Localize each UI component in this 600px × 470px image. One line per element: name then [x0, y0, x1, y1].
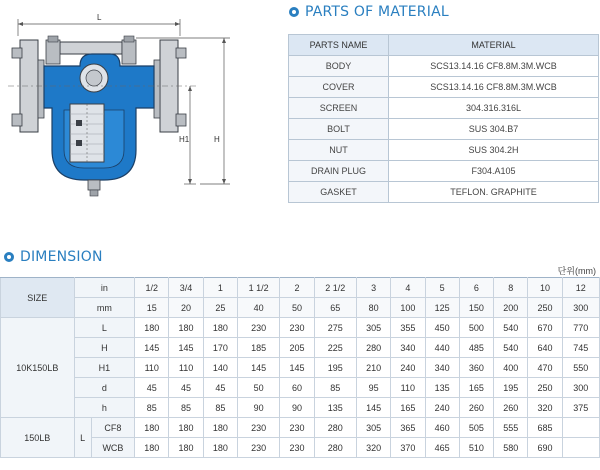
drain-plug: [88, 180, 100, 196]
size-mm-cell: 300: [562, 298, 599, 318]
group-150-dim-label: L: [74, 418, 91, 458]
dimension-row: [1, 298, 600, 318]
dim-value-cell: 260: [459, 398, 493, 418]
dimension-row: [1, 418, 600, 438]
material-row-label: CF8: [91, 418, 134, 438]
part-name-cell: BODY: [289, 56, 389, 77]
size-in-cell: 1: [203, 278, 237, 298]
dim-value-cell: 45: [169, 378, 203, 398]
dimension-row: [1, 338, 600, 358]
dim-value-cell: [562, 438, 599, 458]
dim-value-cell: 170: [203, 338, 237, 358]
dim-value-cell: 165: [459, 378, 493, 398]
dim-value-cell: 180: [203, 418, 237, 438]
dim-value-cell: 45: [203, 378, 237, 398]
size-label: SIZE: [1, 278, 75, 318]
dimension-heading: [4, 249, 103, 265]
dim-value-cell: 300: [562, 378, 599, 398]
dim-value-cell: 320: [528, 398, 562, 418]
part-material-cell: SCS13.14.16 CF8.8M.3M.WCB: [389, 56, 599, 77]
dim-value-cell: 580: [494, 438, 528, 458]
dim-value-cell: 90: [280, 398, 314, 418]
dim-value-cell: 230: [237, 418, 279, 438]
dimension-row: [1, 278, 600, 298]
size-in-cell: 1 1/2: [237, 278, 279, 298]
dim-value-cell: 135: [314, 398, 356, 418]
dim-value-cell: 450: [425, 318, 459, 338]
dim-value-cell: 540: [494, 338, 528, 358]
dim-value-cell: 230: [237, 318, 279, 338]
part-name-cell: DRAIN PLUG: [289, 161, 389, 182]
dim-value-cell: 280: [356, 338, 390, 358]
dim-value-cell: 355: [391, 318, 425, 338]
dimension-line-h: [136, 38, 230, 184]
dim-value-cell: 85: [169, 398, 203, 418]
dim-value-cell: 305: [356, 318, 390, 338]
parts-row: [289, 140, 599, 161]
dim-row-label: h: [74, 398, 135, 418]
dimension-row: [1, 318, 600, 338]
dim-value-cell: 180: [169, 418, 203, 438]
dim-value-cell: 185: [237, 338, 279, 358]
screen-cylinder: [70, 104, 104, 162]
dim-row-label: L: [74, 318, 135, 338]
mm-label: mm: [74, 298, 135, 318]
dim-value-cell: 500: [459, 318, 493, 338]
dim-value-cell: 165: [391, 398, 425, 418]
dim-value-cell: 370: [391, 438, 425, 458]
dimension-row: [1, 438, 600, 458]
size-mm-cell: 125: [425, 298, 459, 318]
valve-ball: [80, 64, 108, 92]
dim-value-cell: 375: [562, 398, 599, 418]
dim-value-cell: 690: [528, 438, 562, 458]
size-mm-cell: 250: [528, 298, 562, 318]
dim-value-cell: 180: [135, 438, 169, 458]
size-mm-cell: 100: [391, 298, 425, 318]
parts-heading-text: PARTS OF MATERIAL: [305, 4, 449, 20]
part-name-cell: BOLT: [289, 119, 389, 140]
dim-value-cell: 440: [425, 338, 459, 358]
size-mm-cell: 65: [314, 298, 356, 318]
part-name-cell: SCREEN: [289, 98, 389, 119]
parts-heading: [289, 4, 449, 20]
dim-value-cell: 230: [280, 318, 314, 338]
size-in-cell: 3: [356, 278, 390, 298]
dim-value-cell: 195: [314, 358, 356, 378]
dim-value-cell: 225: [314, 338, 356, 358]
dim-value-cell: 145: [135, 338, 169, 358]
part-material-cell: F304.A105: [389, 161, 599, 182]
part-material-cell: 304.316.316L: [389, 98, 599, 119]
dim-value-cell: 305: [356, 418, 390, 438]
dim-value-cell: 460: [425, 418, 459, 438]
dim-value-cell: 85: [135, 398, 169, 418]
dim-value-cell: 670: [528, 318, 562, 338]
dim-value-cell: 770: [562, 318, 599, 338]
dim-value-cell: 550: [562, 358, 599, 378]
dim-value-cell: 510: [459, 438, 493, 458]
dim-value-cell: 210: [356, 358, 390, 378]
size-in-cell: 6: [459, 278, 493, 298]
dim-value-cell: 145: [280, 358, 314, 378]
dim-value-cell: 365: [391, 418, 425, 438]
size-mm-cell: 40: [237, 298, 279, 318]
dim-value-cell: 180: [169, 438, 203, 458]
dim-value-cell: 50: [237, 378, 279, 398]
dim-value-cell: 275: [314, 318, 356, 338]
size-in-cell: 12: [562, 278, 599, 298]
size-in-cell: 2: [280, 278, 314, 298]
dim-value-cell: 745: [562, 338, 599, 358]
size-mm-cell: 50: [280, 298, 314, 318]
dimension-row: [1, 378, 600, 398]
part-name-cell: COVER: [289, 77, 389, 98]
unit-note: 단위(mm): [557, 266, 596, 276]
part-material-cell: SUS 304.2H: [389, 140, 599, 161]
dim-value-cell: 340: [425, 358, 459, 378]
dim-value-cell: 140: [203, 358, 237, 378]
dim-value-cell: 145: [237, 358, 279, 378]
size-mm-cell: 150: [459, 298, 493, 318]
group-10k-label: 10K150LB: [1, 318, 75, 418]
dimension-heading-text: DIMENSION: [20, 249, 103, 265]
in-label: in: [74, 278, 135, 298]
size-mm-cell: 200: [494, 298, 528, 318]
dim-row-label: d: [74, 378, 135, 398]
dim-value-cell: 110: [135, 358, 169, 378]
parts-row: [289, 98, 599, 119]
dim-value-cell: 110: [391, 378, 425, 398]
size-mm-cell: 20: [169, 298, 203, 318]
material-row-label: WCB: [91, 438, 134, 458]
circle-bullet-icon: [289, 7, 299, 17]
part-name-cell: NUT: [289, 140, 389, 161]
dim-value-cell: 230: [280, 438, 314, 458]
parts-row: [289, 182, 599, 203]
size-mm-cell: 80: [356, 298, 390, 318]
parts-row: [289, 56, 599, 77]
dimension-row: [1, 358, 600, 378]
dim-label-l: L: [97, 13, 102, 22]
size-in-cell: 3/4: [169, 278, 203, 298]
col-material: MATERIAL: [389, 35, 599, 56]
dim-value-cell: 230: [280, 418, 314, 438]
dim-value-cell: 280: [314, 438, 356, 458]
dim-value-cell: 145: [169, 338, 203, 358]
dim-label-h1: H1: [179, 135, 190, 144]
dim-value-cell: 540: [494, 318, 528, 338]
dim-value-cell: 240: [391, 358, 425, 378]
dim-value-cell: 555: [494, 418, 528, 438]
dimension-table: [0, 277, 600, 458]
size-in-cell: 4: [391, 278, 425, 298]
col-parts-name: PARTS NAME: [289, 35, 389, 56]
dim-value-cell: 230: [237, 438, 279, 458]
parts-row: [289, 161, 599, 182]
dim-value-cell: 85: [314, 378, 356, 398]
dimension-row: [1, 398, 600, 418]
dim-value-cell: 135: [425, 378, 459, 398]
parts-row: [289, 77, 599, 98]
part-material-cell: SUS 304.B7: [389, 119, 599, 140]
dim-value-cell: 90: [237, 398, 279, 418]
dim-value-cell: 60: [280, 378, 314, 398]
parts-table: [288, 34, 599, 203]
dim-value-cell: 195: [494, 378, 528, 398]
circle-bullet-icon: [4, 252, 14, 262]
part-material-cell: SCS13.14.16 CF8.8M.3M.WCB: [389, 77, 599, 98]
dim-value-cell: 360: [459, 358, 493, 378]
dim-value-cell: [562, 418, 599, 438]
dim-value-cell: 400: [494, 358, 528, 378]
dim-value-cell: 180: [135, 418, 169, 438]
dim-value-cell: 240: [425, 398, 459, 418]
dim-value-cell: 145: [356, 398, 390, 418]
size-in-cell: 10: [528, 278, 562, 298]
dim-value-cell: 110: [169, 358, 203, 378]
size-in-cell: 5: [425, 278, 459, 298]
size-mm-cell: 25: [203, 298, 237, 318]
dim-value-cell: 340: [391, 338, 425, 358]
group-150-label: 150LB: [1, 418, 75, 458]
dim-value-cell: 640: [528, 338, 562, 358]
dim-value-cell: 180: [203, 318, 237, 338]
dim-label-h: H: [214, 135, 220, 144]
dim-value-cell: 45: [135, 378, 169, 398]
dim-value-cell: 280: [314, 418, 356, 438]
dim-value-cell: 180: [203, 438, 237, 458]
size-mm-cell: 15: [135, 298, 169, 318]
size-in-cell: 1/2: [135, 278, 169, 298]
size-in-cell: 2 1/2: [314, 278, 356, 298]
dim-value-cell: 250: [528, 378, 562, 398]
dim-value-cell: 180: [169, 318, 203, 338]
parts-header-row: [289, 35, 599, 56]
dim-value-cell: 260: [494, 398, 528, 418]
part-name-cell: GASKET: [289, 182, 389, 203]
dim-value-cell: 85: [203, 398, 237, 418]
dim-value-cell: 470: [528, 358, 562, 378]
dim-value-cell: 505: [459, 418, 493, 438]
dim-row-label: H1: [74, 358, 135, 378]
dim-value-cell: 320: [356, 438, 390, 458]
dim-row-label: H: [74, 338, 135, 358]
dim-value-cell: 180: [135, 318, 169, 338]
part-material-cell: TEFLON. GRAPHITE: [389, 182, 599, 203]
dim-value-cell: 685: [528, 418, 562, 438]
size-in-cell: 8: [494, 278, 528, 298]
strainer-drawing: [0, 0, 280, 210]
dim-value-cell: 95: [356, 378, 390, 398]
dim-value-cell: 205: [280, 338, 314, 358]
dim-value-cell: 485: [459, 338, 493, 358]
parts-row: [289, 119, 599, 140]
dim-value-cell: 465: [425, 438, 459, 458]
